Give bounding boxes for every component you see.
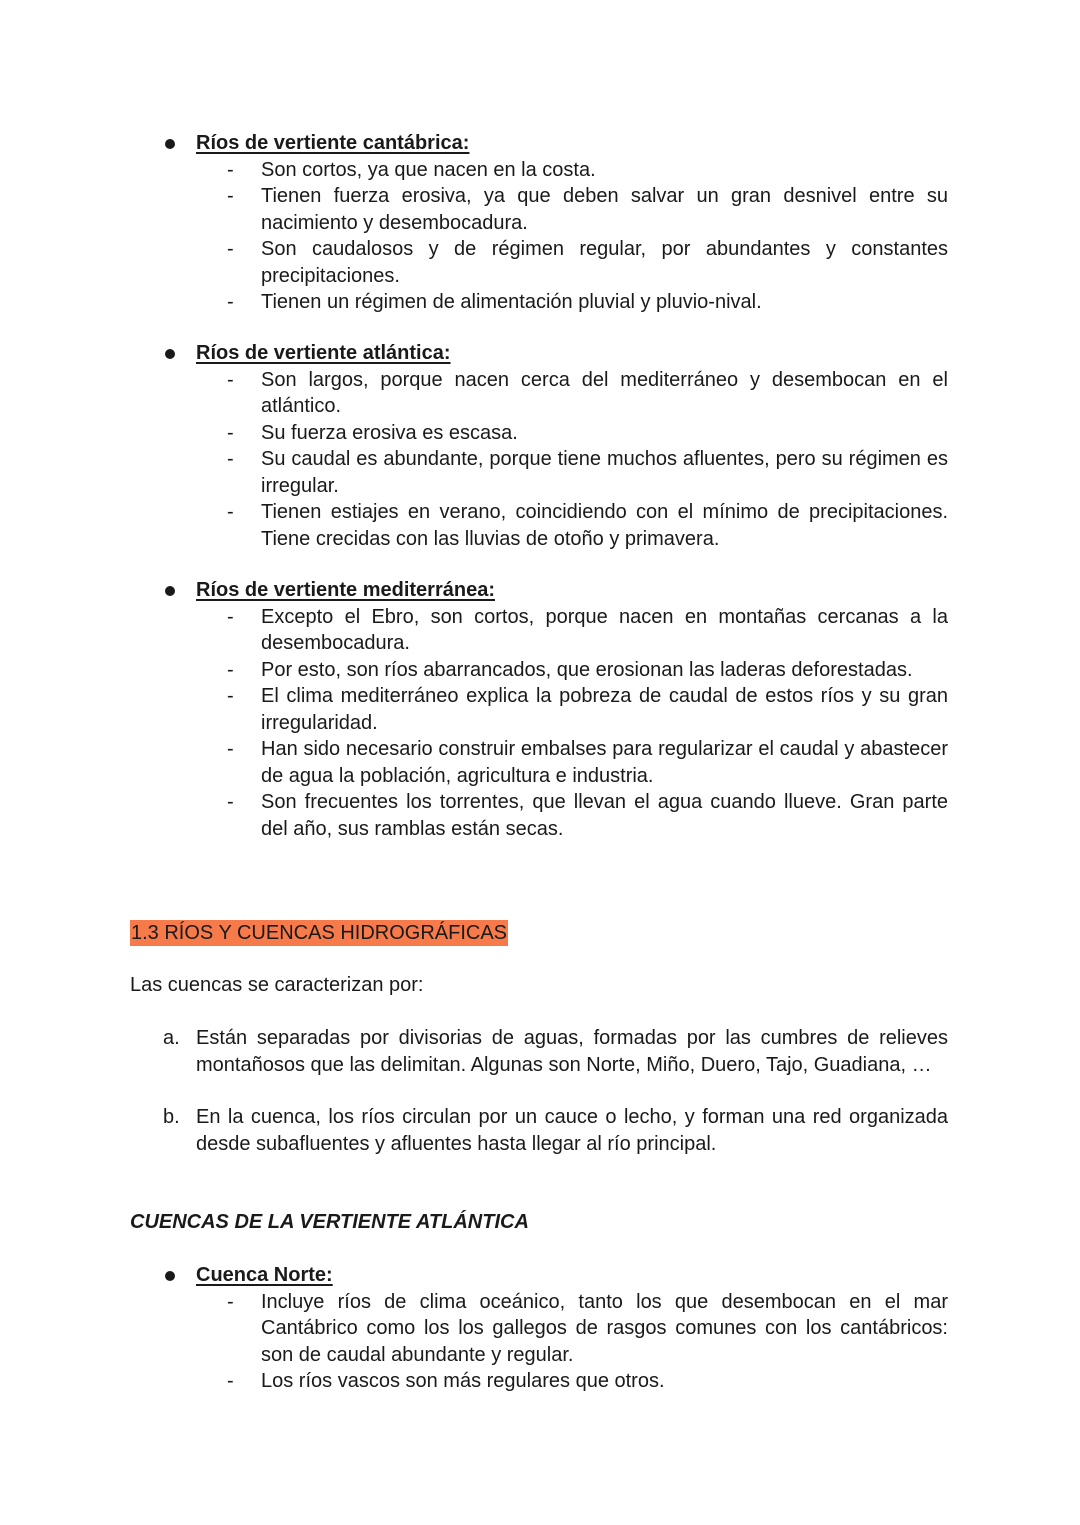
list-item xyxy=(0,420,948,447)
list-item-text: Excepto el Ebro, son cortos, porque nacen en montañas cercanas a la desembocadura. xyxy=(261,605,948,654)
letter-marker: a. xyxy=(163,1027,180,1049)
list-item-text: Tienen estiajes en verano, coincidiendo con el mínimo de precipitaciones. Tiene crecidas con las lluvias de otoño y primavera. xyxy=(261,501,948,550)
section-title-row xyxy=(0,577,1080,604)
bullet-dot-icon xyxy=(165,1271,175,1281)
list-item xyxy=(0,289,948,316)
section-mediterranea xyxy=(0,577,1080,842)
section-title-row xyxy=(0,130,1080,157)
section-title: Ríos de vertiente atlántica: xyxy=(196,342,451,364)
dash-marker: - xyxy=(227,685,234,707)
bullet-dot-icon xyxy=(165,349,175,359)
dash-marker: - xyxy=(227,158,234,181)
list-item xyxy=(0,736,948,789)
dash-marker: - xyxy=(227,738,234,760)
section-title-row xyxy=(0,1262,1080,1289)
list-item-text: Por esto, son ríos abarrancados, que erosionan las laderas deforestadas. xyxy=(261,658,913,681)
dash-marker: - xyxy=(227,1290,234,1313)
list-item-text: Su caudal es abundante, porque tiene muchos afluentes, pero su régimen es irregular. xyxy=(261,448,948,497)
section-title: Cuenca Norte: xyxy=(196,1264,333,1286)
list-item-text: Incluye ríos de clima oceánico, tanto los que desembocan en el mar Cantábrico como los los gallegos de rasgos comunes con los cantábricos: son de caudal abundante y regular. xyxy=(261,1290,948,1366)
list-item-text: Son largos, porque nacen cerca del mediterráneo y desembocan en el atlántico. xyxy=(261,368,948,417)
list-item xyxy=(0,1368,948,1395)
list-item xyxy=(0,1289,948,1369)
dash-marker: - xyxy=(227,791,234,813)
section-cuenca-norte xyxy=(0,1262,1080,1395)
list-item xyxy=(0,236,948,289)
dash-marker: - xyxy=(227,185,234,207)
list-item-text: Tienen fuerza erosiva, ya que deben salvar un gran desnivel entre su nacimiento y desembocadura. xyxy=(261,185,948,234)
lettered-item-text: Están separadas por divisorias de aguas, formadas por las cumbres de relieves montañosos que las delimitan. Algunas son Norte, Miño, Duero, Tajo, Guadiana, … xyxy=(196,1027,948,1076)
dash-marker: - xyxy=(227,658,234,681)
list-item xyxy=(0,499,948,552)
dash-marker: - xyxy=(227,501,234,523)
dash-marker: - xyxy=(227,605,234,628)
list-item xyxy=(0,604,948,657)
list-item-text: Tienen un régimen de alimentación pluvial y pluvio-nival. xyxy=(261,291,762,313)
dash-marker: - xyxy=(227,421,234,444)
dash-marker: - xyxy=(227,448,234,470)
list-item xyxy=(0,446,948,499)
list-item-text: Son cortos, ya que nacen en la costa. xyxy=(261,158,596,181)
dash-marker: - xyxy=(227,238,234,260)
dash-marker: - xyxy=(227,1370,234,1392)
highlighted-heading: 1.3 RÍOS Y CUENCAS HIDROGRÁFICAS xyxy=(131,922,508,944)
list-item xyxy=(0,367,948,420)
section-cantabrica xyxy=(0,130,1080,316)
dash-marker: - xyxy=(227,291,234,313)
list-item-text: Son frecuentes los torrentes, que llevan el agua cuando llueve. Gran parte del año, sus ramblas están secas. xyxy=(261,791,948,840)
list-item-text: Son caudalosos y de régimen regular, por abundantes y constantes precipitaciones. xyxy=(261,238,948,287)
list-item-text: Han sido necesario construir embalses para regularizar el caudal y abastecer de agua la población, agricultura e industria. xyxy=(261,738,948,787)
intro-text: Las cuencas se caracterizan por: xyxy=(130,974,424,996)
list-item-text: El clima mediterráneo explica la pobreza de caudal de estos ríos y su gran irregularidad. xyxy=(261,685,948,734)
list-item xyxy=(0,789,948,842)
list-item xyxy=(0,683,948,736)
dash-marker: - xyxy=(227,368,234,391)
lettered-item-text: En la cuenca, los ríos circulan por un cauce o lecho, y forman una red organizada desde subafluentes y afluentes hasta llegar al río principal. xyxy=(196,1106,948,1155)
section-title-row xyxy=(0,340,1080,367)
section-atlantica xyxy=(0,340,1080,552)
list-item-text: Su fuerza erosiva es escasa. xyxy=(261,421,518,444)
section-title: Ríos de vertiente mediterránea: xyxy=(196,579,495,601)
list-item xyxy=(0,157,948,184)
subheading: CUENCAS DE LA VERTIENTE ATLÁNTICA xyxy=(130,1211,529,1233)
bullet-dot-icon xyxy=(165,139,175,149)
letter-marker: b. xyxy=(163,1106,180,1128)
list-item xyxy=(0,657,948,684)
list-item xyxy=(0,183,948,236)
bullet-dot-icon xyxy=(165,586,175,596)
list-item-text: Los ríos vascos son más regulares que otros. xyxy=(261,1370,665,1392)
section-title: Ríos de vertiente cantábrica: xyxy=(196,132,470,154)
